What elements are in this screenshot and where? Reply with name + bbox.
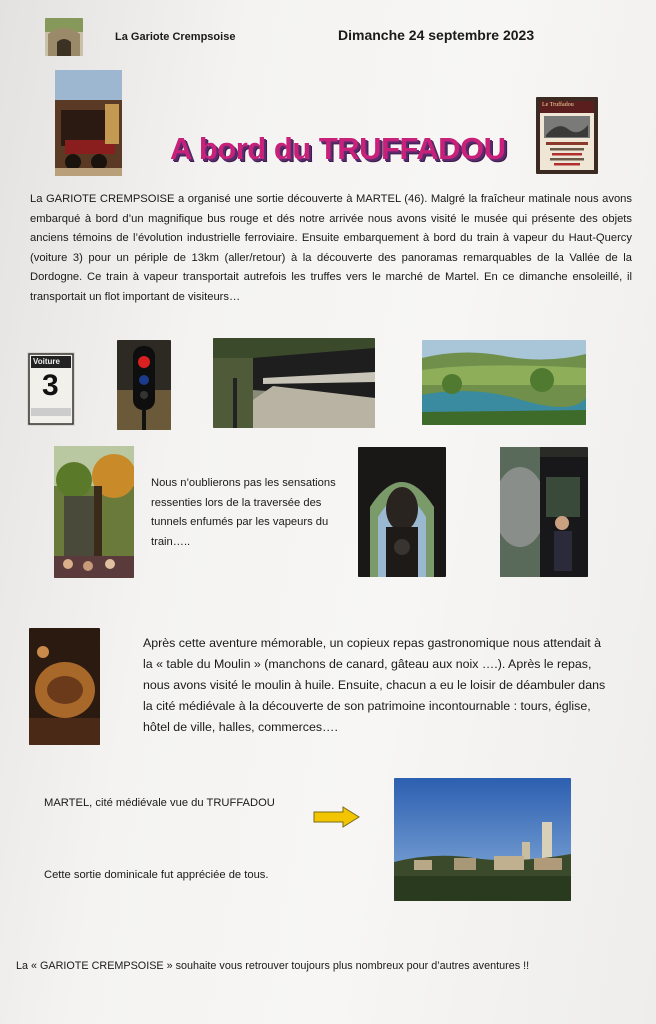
appreciation-text: Cette sortie dominicale fut appréciée de tous.: [44, 869, 269, 881]
locomotive-photo: [55, 70, 122, 176]
arrow-right-icon: [313, 806, 360, 828]
martel-town-photo: [394, 778, 571, 901]
martel-caption: MARTEL, cité médiévale vue du TRUFFADOU: [44, 797, 275, 809]
page-title: A bord du TRUFFADOU: [170, 131, 506, 166]
oil-mill-photo: [29, 628, 100, 745]
forest-visitors-photo: [54, 446, 134, 578]
train-passengers-photo: [500, 447, 588, 577]
voiture-3-sign: [27, 352, 75, 426]
railway-signal-photo: [117, 340, 171, 430]
poster-heading: Le Truffadou: [542, 102, 574, 108]
club-name: La Gariote Crempsoise: [115, 31, 236, 43]
voiture-number: 3: [42, 369, 59, 402]
meal-text: Après cette aventure mémorable, un copieux repas gastronomique nous attendait à la « table du Moulin » (manchons de canard, gâteau aux noix ….). Après le repas, nous avons visité le moulin à huile. Ensuite, chacun a eu le loisir de déambuler dans la cité médiévale à la découverte de son patrimoine incontournable : tours, église, hôtel de ville, halles, commerces….: [143, 636, 606, 734]
truffadou-poster: [536, 97, 598, 174]
dordogne-valley-photo: [422, 340, 586, 425]
station-platform-photo: [213, 338, 375, 428]
club-logo: [45, 18, 83, 56]
intro-paragraph: La GARIOTE CREMPSOISE a organisé une sortie découverte à MARTEL (46). Malgré la fraîcheur matinale nous avons embarqué à bord d’un magnifique bus rouge et dés notre arrivée nous avons visité le musée qui présente des objets anciens témoins de l’évolution industrielle ferroviaire. Ensuite embarquement à bord du train à vapeur du Haut-Quercy (voiture 3) pour un périple de 13km (aller/retour) à la découverte des panoramas remarquables de la Vallée de la Dordogne. Ce train à vapeur transportait autrefois les truffes vers le marché de Martel. En ce dimanche ensoleillé, il transportait un flot important de visiteurs…: [30, 193, 632, 303]
voiture-label: Voiture: [33, 357, 60, 366]
footer-text: La « GARIOTE CREMPSOISE » souhaite vous retrouver toujours plus nombreux pour d’autres aventures !!: [16, 960, 530, 972]
tunnels-text: Nous n’oublierons pas les sensations ressenties lors de la traversée des tunnels enfumés par les vapeurs du train…..: [151, 477, 336, 548]
event-date: Dimanche 24 septembre 2023: [338, 27, 535, 43]
tunnel-smoke-photo: [358, 447, 446, 577]
